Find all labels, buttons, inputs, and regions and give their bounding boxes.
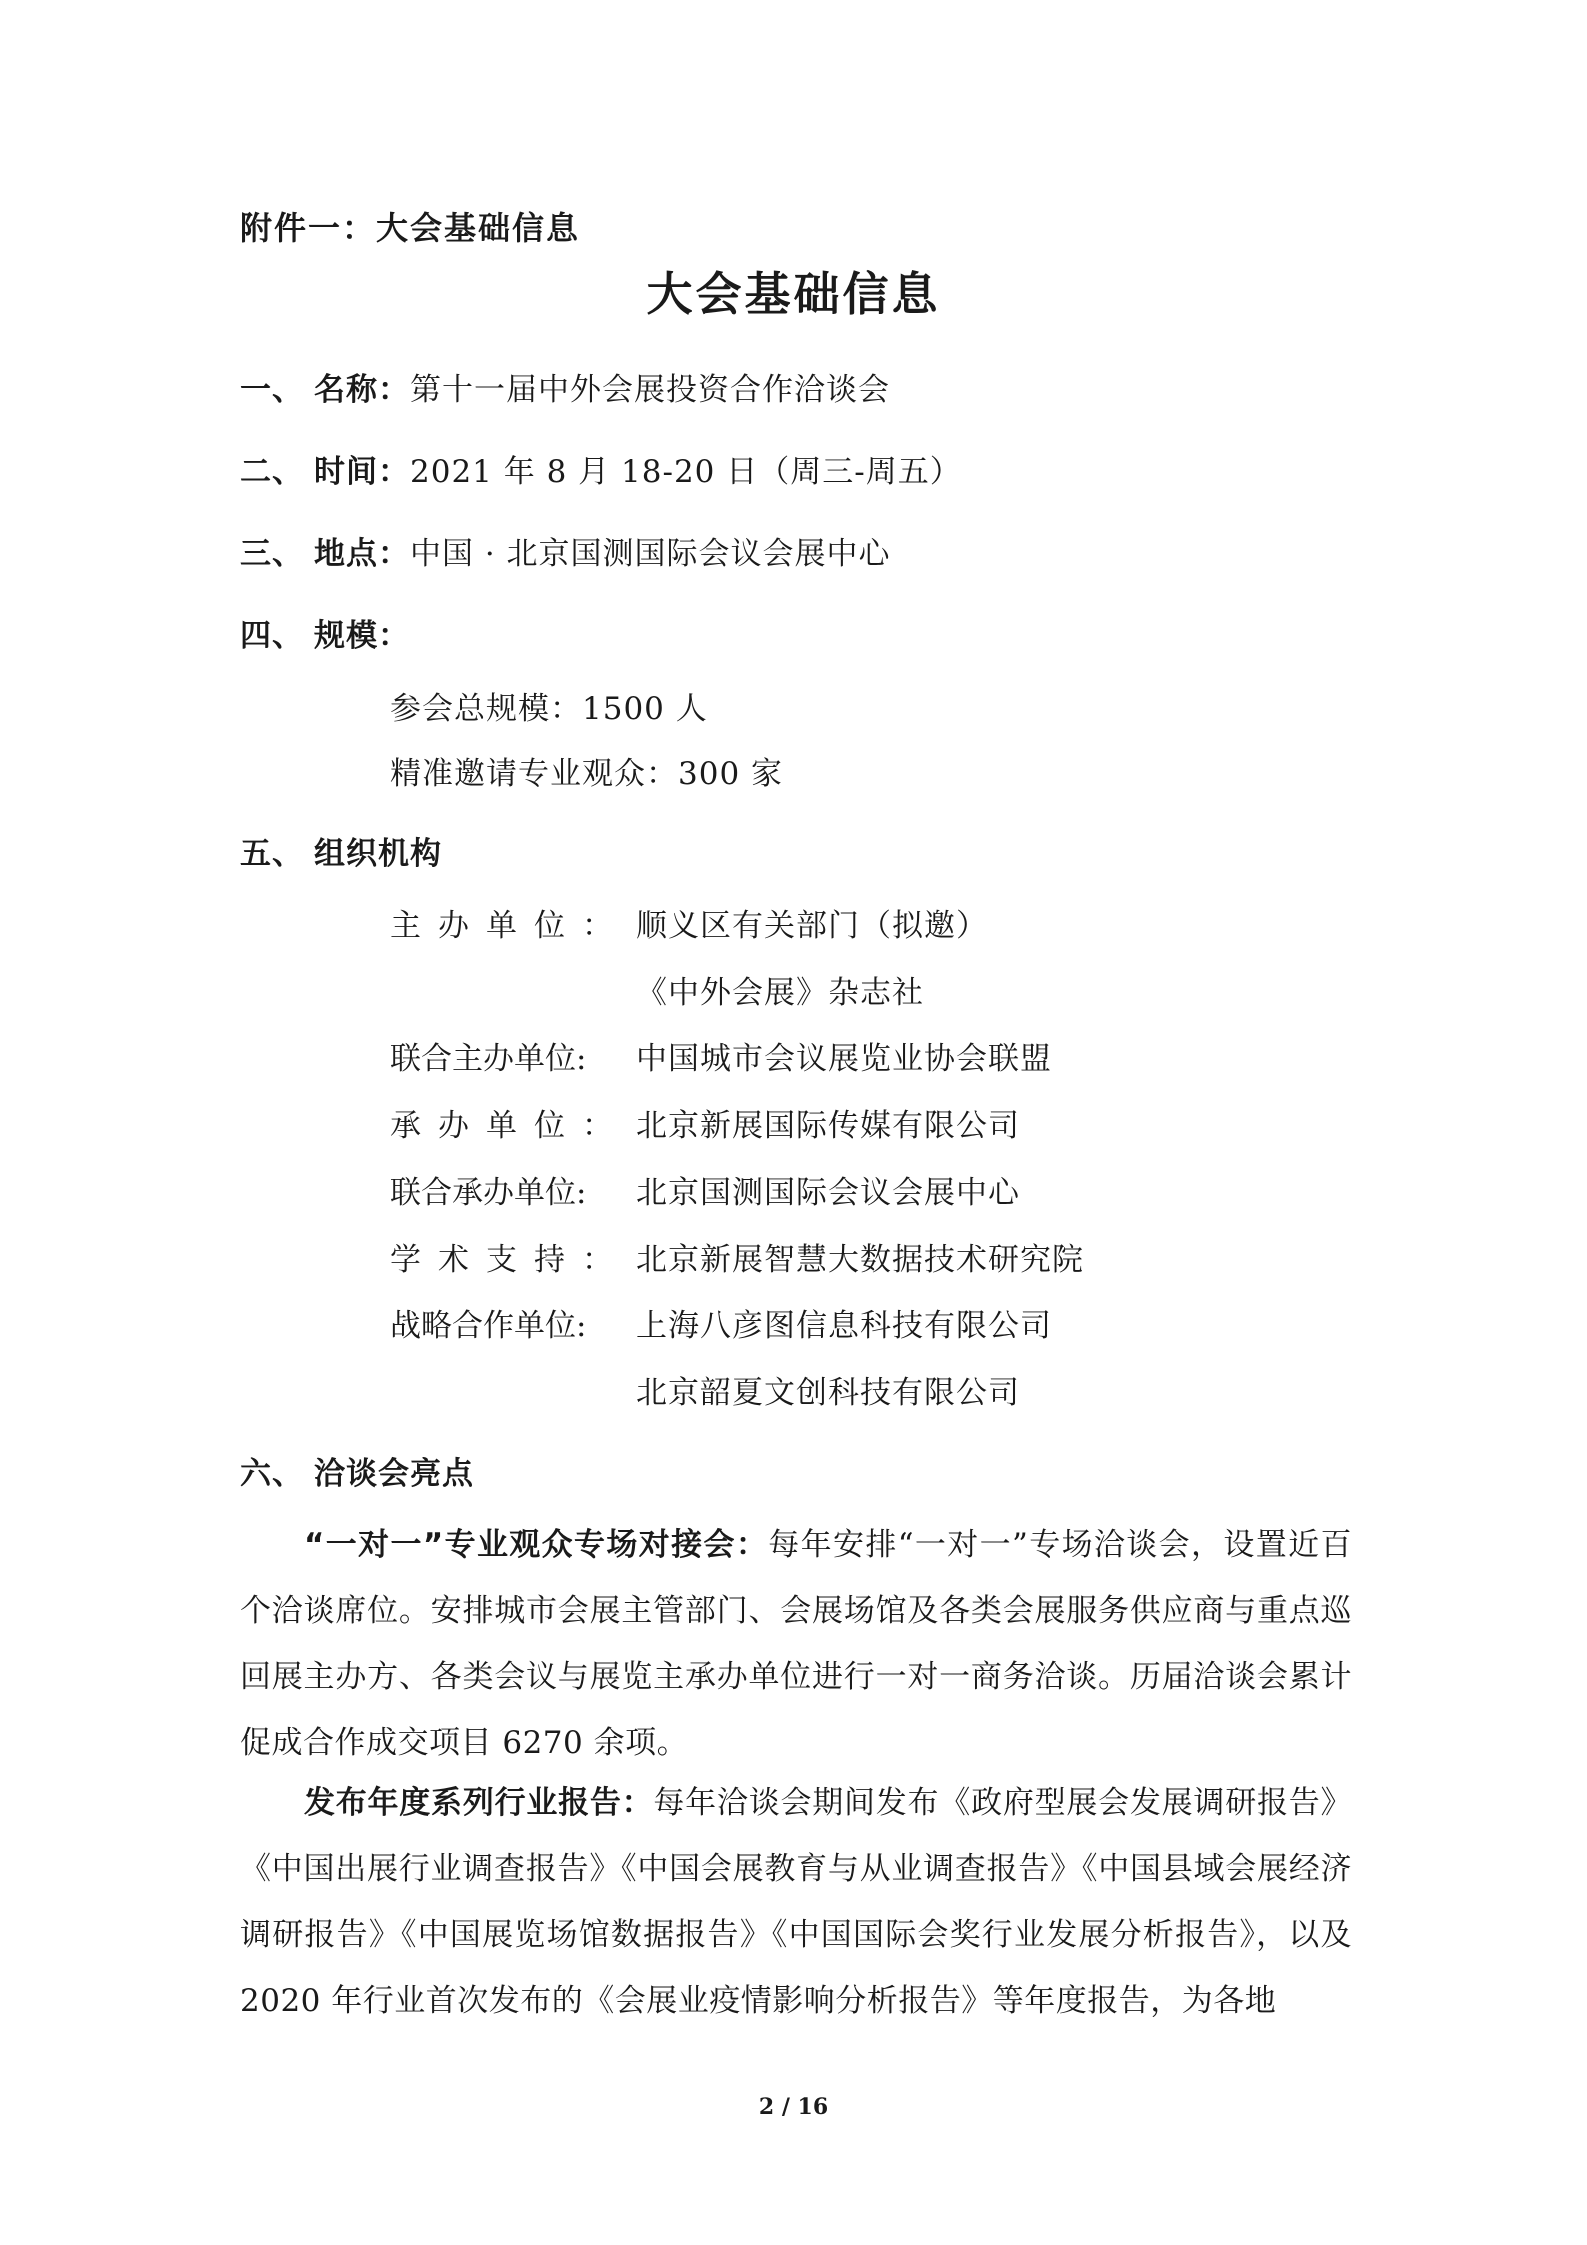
section-scale <box>240 614 410 658</box>
scale-total: 参会总规模：1500 人 <box>390 691 708 727</box>
page-title: 大会基础信息 <box>646 267 941 321</box>
section-name <box>240 368 890 412</box>
org-host-2: 《中外会展》杂志社 <box>636 975 924 1011</box>
org-host-1: 顺义区有关部门（拟邀） <box>636 908 988 944</box>
paragraph-text: 每年洽谈会期间发布《政府型展会发展调研报告》《中国出展行业调查报告》《中国会展教育与从业调查报告》《中国县域会展经济调研报告》《中国展览场馆数据报告》《中国国际会奖行业发展分析报告》，以及 2020 年行业首次发布的《会展业疫情影响分析报告》等年度报告，为各地 <box>240 1785 1352 2019</box>
org-organizer: 北京新展国际传媒有限公司 <box>636 1108 1020 1144</box>
section-value: 2021 年 8 月 18-20 日（周三-周五） <box>410 454 962 490</box>
section-key: 名称： <box>314 372 410 408</box>
org-academic: 北京新展智慧大数据技术研究院 <box>636 1242 1084 1278</box>
highlight-paragraph-2 <box>240 1770 1352 2034</box>
annex-label: 附件一：大会基础信息 <box>240 209 581 247</box>
org-academic-label: 学术支持： <box>390 1242 630 1278</box>
section-number: 二、 <box>240 454 304 490</box>
section-key: 洽谈会亮点 <box>314 1456 474 1492</box>
paragraph-lead: “一对一”专业观众专场对接会： <box>304 1527 769 1563</box>
page-number: 2 / 16 <box>758 2094 829 2120</box>
org-coorganizer-label: 联合承办单位: <box>390 1175 587 1211</box>
section-value: 中国 · 北京国测国际会议会展中心 <box>410 536 891 572</box>
section-key: 组织机构 <box>314 836 442 872</box>
org-coorganizer: 北京国测国际会议会展中心 <box>636 1175 1020 1211</box>
section-value: 第十一届中外会展投资合作洽谈会 <box>410 372 890 408</box>
section-number: 四、 <box>240 618 304 654</box>
highlight-paragraph-1 <box>240 1512 1352 1776</box>
section-place <box>240 532 891 576</box>
section-number: 一、 <box>240 372 304 408</box>
org-host-label: 主办单位： <box>390 908 630 944</box>
org-cohost: 中国城市会议展览业协会联盟 <box>636 1041 1052 1077</box>
org-partner-label: 战略合作单位: <box>390 1308 587 1344</box>
org-partner-1: 上海八彦图信息科技有限公司 <box>636 1308 1052 1344</box>
section-highlights <box>240 1452 474 1496</box>
section-number: 六、 <box>240 1456 304 1492</box>
org-organizer-label: 承办单位： <box>390 1108 630 1144</box>
section-number: 三、 <box>240 536 304 572</box>
paragraph-text: 每年安排“一对一”专场洽谈会，设置近百个洽谈席位。安排城市会展主管部门、会展场馆及各类会展服务供应商与重点巡回展主办方、各类会议与展览主承办单位进行一对一商务洽谈。历届洽谈会累计促成合作成交项目 6270 余项。 <box>240 1527 1352 1761</box>
section-key: 规模： <box>314 618 410 654</box>
org-cohost-label: 联合主办单位: <box>390 1041 587 1077</box>
section-time <box>240 450 962 494</box>
section-number: 五、 <box>240 836 304 872</box>
section-key: 时间： <box>314 454 410 490</box>
org-partner-2: 北京韶夏文创科技有限公司 <box>636 1375 1020 1411</box>
scale-visitors: 精准邀请专业观众：300 家 <box>390 756 784 792</box>
paragraph-lead: 发布年度系列行业报告： <box>304 1785 654 1821</box>
section-org <box>240 832 442 876</box>
section-key: 地点： <box>314 536 410 572</box>
